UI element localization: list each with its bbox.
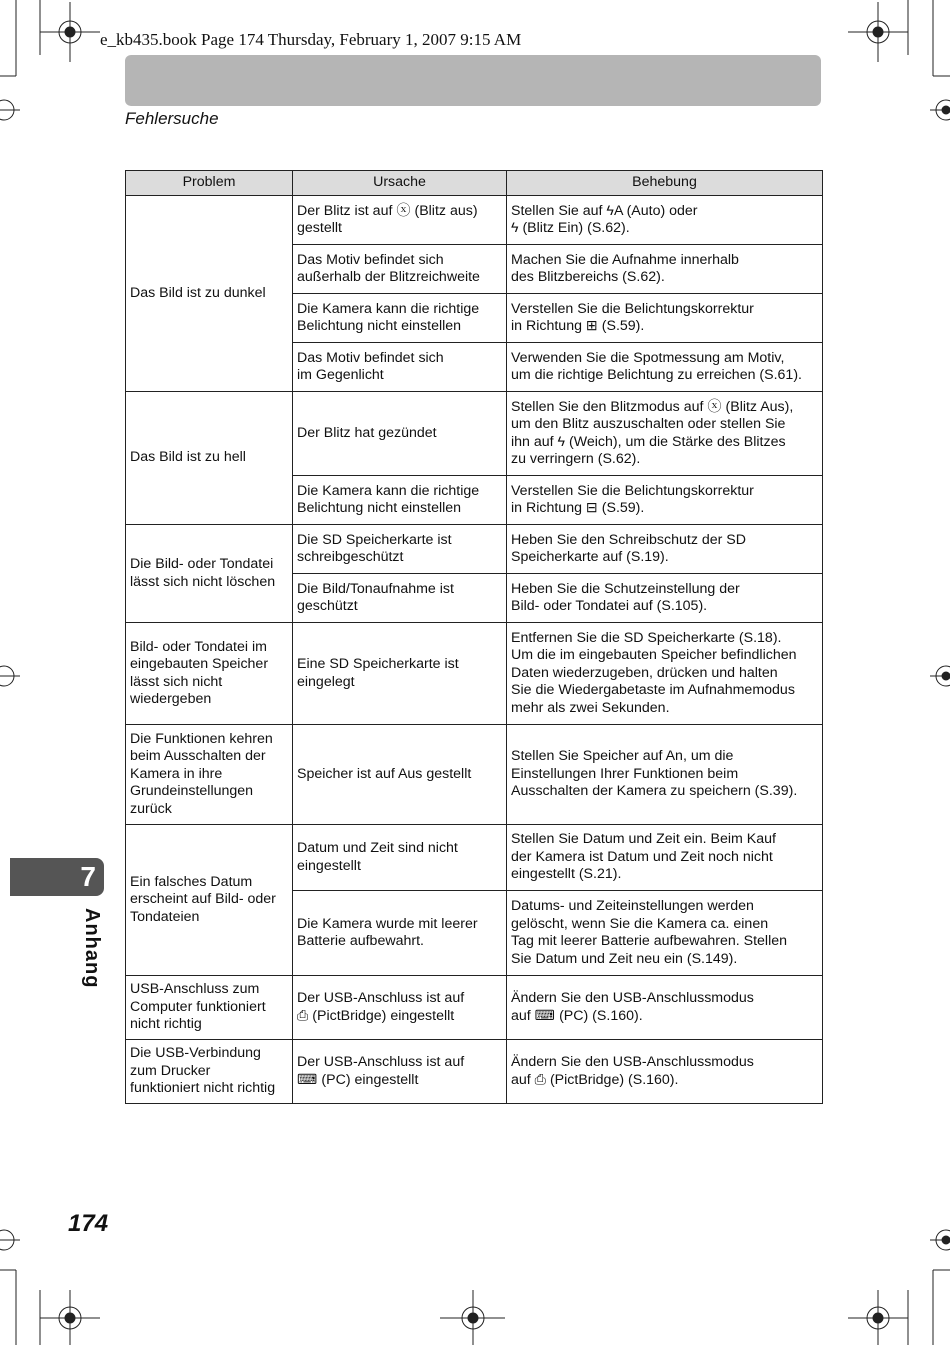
problem-cell: Bild- oder Tondatei im eingebauten Speicher lässt sich nicht wiedergeben bbox=[126, 623, 293, 725]
fix-cell: Stellen Sie Speicher auf An, um die Einstellungen Ihrer Funktionen beim Ausschalten der Kamera zu speichern (S.39). bbox=[507, 725, 823, 825]
page-number: 174 bbox=[68, 1210, 109, 1237]
table-row bbox=[126, 725, 823, 825]
table-row bbox=[126, 196, 823, 245]
fix-cell: Stellen Sie Datum und Zeit ein. Beim Kauf der Kamera ist Datum und Zeit noch nicht eingestellt (S.21). bbox=[507, 825, 823, 891]
problem-cell: Die USB-Verbindung zum Drucker funktioniert nicht richtig bbox=[126, 1040, 293, 1104]
chapter-number: 7 bbox=[80, 861, 96, 892]
column-header-problem: Problem bbox=[126, 171, 293, 196]
table-row bbox=[126, 976, 823, 1040]
fix-cell: Machen Sie die Aufnahme innerhalb des Blitzbereichs (S.62). bbox=[507, 245, 823, 294]
fix-cell: Stellen Sie den Blitzmodus auf ⓧ (Blitz Aus), um den Blitz auszuschalten oder stellen Sie ihn auf ϟ (Weich), um die Stärke des Blitzes zu verringern (S.62). bbox=[507, 392, 823, 476]
column-header-cause: Ursache bbox=[293, 171, 507, 196]
troubleshooting-table bbox=[125, 170, 823, 1104]
chapter-tab bbox=[10, 858, 104, 896]
problem-cell: Die Bild- oder Tondatei lässt sich nicht löschen bbox=[126, 525, 293, 623]
cause-cell: Die Kamera kann die richtige Belichtung nicht einstellen bbox=[293, 294, 507, 343]
cause-cell: Der USB-Anschluss ist auf ⎙ (PictBridge) eingestellt bbox=[293, 976, 507, 1040]
cause-cell: Der Blitz ist auf ⓧ (Blitz aus) gestellt bbox=[293, 196, 507, 245]
cause-cell: Das Motiv befindet sich im Gegenlicht bbox=[293, 343, 507, 392]
problem-cell: Das Bild ist zu dunkel bbox=[126, 196, 293, 392]
cause-cell: Die Bild/Tonaufnahme ist geschützt bbox=[293, 574, 507, 623]
problem-cell: Ein falsches Datum erscheint auf Bild- oder Tondateien bbox=[126, 825, 293, 976]
problem-cell: Die Funktionen kehren beim Ausschalten der Kamera in ihre Grundeinstellungen zurück bbox=[126, 725, 293, 825]
print-header: e_kb435.book Page 174 Thursday, February 1, 2007 9:15 AM bbox=[100, 30, 522, 49]
fix-cell: Heben Sie die Schutzeinstellung der Bild- oder Tondatei auf (S.105). bbox=[507, 574, 823, 623]
fix-cell: Stellen Sie auf ϟA (Auto) oder ϟ (Blitz Ein) (S.62). bbox=[507, 196, 823, 245]
fix-cell: Verwenden Sie die Spotmessung am Motiv, um die richtige Belichtung zu erreichen (S.61). bbox=[507, 343, 823, 392]
table-row bbox=[126, 392, 823, 476]
problem-cell: USB-Anschluss zum Computer funktioniert nicht richtig bbox=[126, 976, 293, 1040]
table-row bbox=[126, 1040, 823, 1104]
cause-cell: Datum und Zeit sind nicht eingestellt bbox=[293, 825, 507, 891]
cause-cell: Die Kamera kann die richtige Belichtung nicht einstellen bbox=[293, 476, 507, 525]
table-row bbox=[126, 623, 823, 725]
cause-cell: Speicher ist auf Aus gestellt bbox=[293, 725, 507, 825]
cause-cell: Eine SD Speicherkarte ist eingelegt bbox=[293, 623, 507, 725]
fix-cell: Entfernen Sie die SD Speicherkarte (S.18). Um die im eingebauten Speicher befindlichen Daten wiederzugeben, drücken und halten Sie die Wiedergabetaste im Aufnahmemodus mehr als zwei Sekunden. bbox=[507, 623, 823, 725]
cause-cell: Der Blitz hat gezündet bbox=[293, 392, 507, 476]
fix-cell: Ändern Sie den USB-Anschlussmodus auf ⎙ (PictBridge) (S.160). bbox=[507, 1040, 823, 1104]
section-title: Fehlersuche bbox=[125, 109, 219, 128]
fix-cell: Datums- und Zeiteinstellungen werden gelöscht, wenn Sie die Kamera ca. einen Tag mit leerer Batterie aufbewahren. Stellen Sie Datum und Zeit neu ein (S.149). bbox=[507, 891, 823, 976]
cause-cell: Die Kamera wurde mit leerer Batterie aufbewahrt. bbox=[293, 891, 507, 976]
cause-cell: Die SD Speicherkarte ist schreibgeschützt bbox=[293, 525, 507, 574]
fix-cell: Heben Sie den Schreibschutz der SD Speicherkarte auf (S.19). bbox=[507, 525, 823, 574]
fix-cell: Verstellen Sie die Belichtungskorrektur in Richtung ⊟ (S.59). bbox=[507, 476, 823, 525]
fix-cell: Ändern Sie den USB-Anschlussmodus auf ⌨ (PC) (S.160). bbox=[507, 976, 823, 1040]
chapter-label: Anhang bbox=[81, 908, 103, 989]
header-banner bbox=[125, 55, 821, 106]
column-header-fix: Behebung bbox=[507, 171, 823, 196]
problem-cell: Das Bild ist zu hell bbox=[126, 392, 293, 525]
table-row bbox=[126, 525, 823, 574]
cause-cell: Das Motiv befindet sich außerhalb der Blitzreichweite bbox=[293, 245, 507, 294]
cause-cell: Der USB-Anschluss ist auf ⌨ (PC) eingestellt bbox=[293, 1040, 507, 1104]
fix-cell: Verstellen Sie die Belichtungskorrektur in Richtung ⊞ (S.59). bbox=[507, 294, 823, 343]
table-row bbox=[126, 825, 823, 891]
table-header-row bbox=[126, 171, 823, 196]
